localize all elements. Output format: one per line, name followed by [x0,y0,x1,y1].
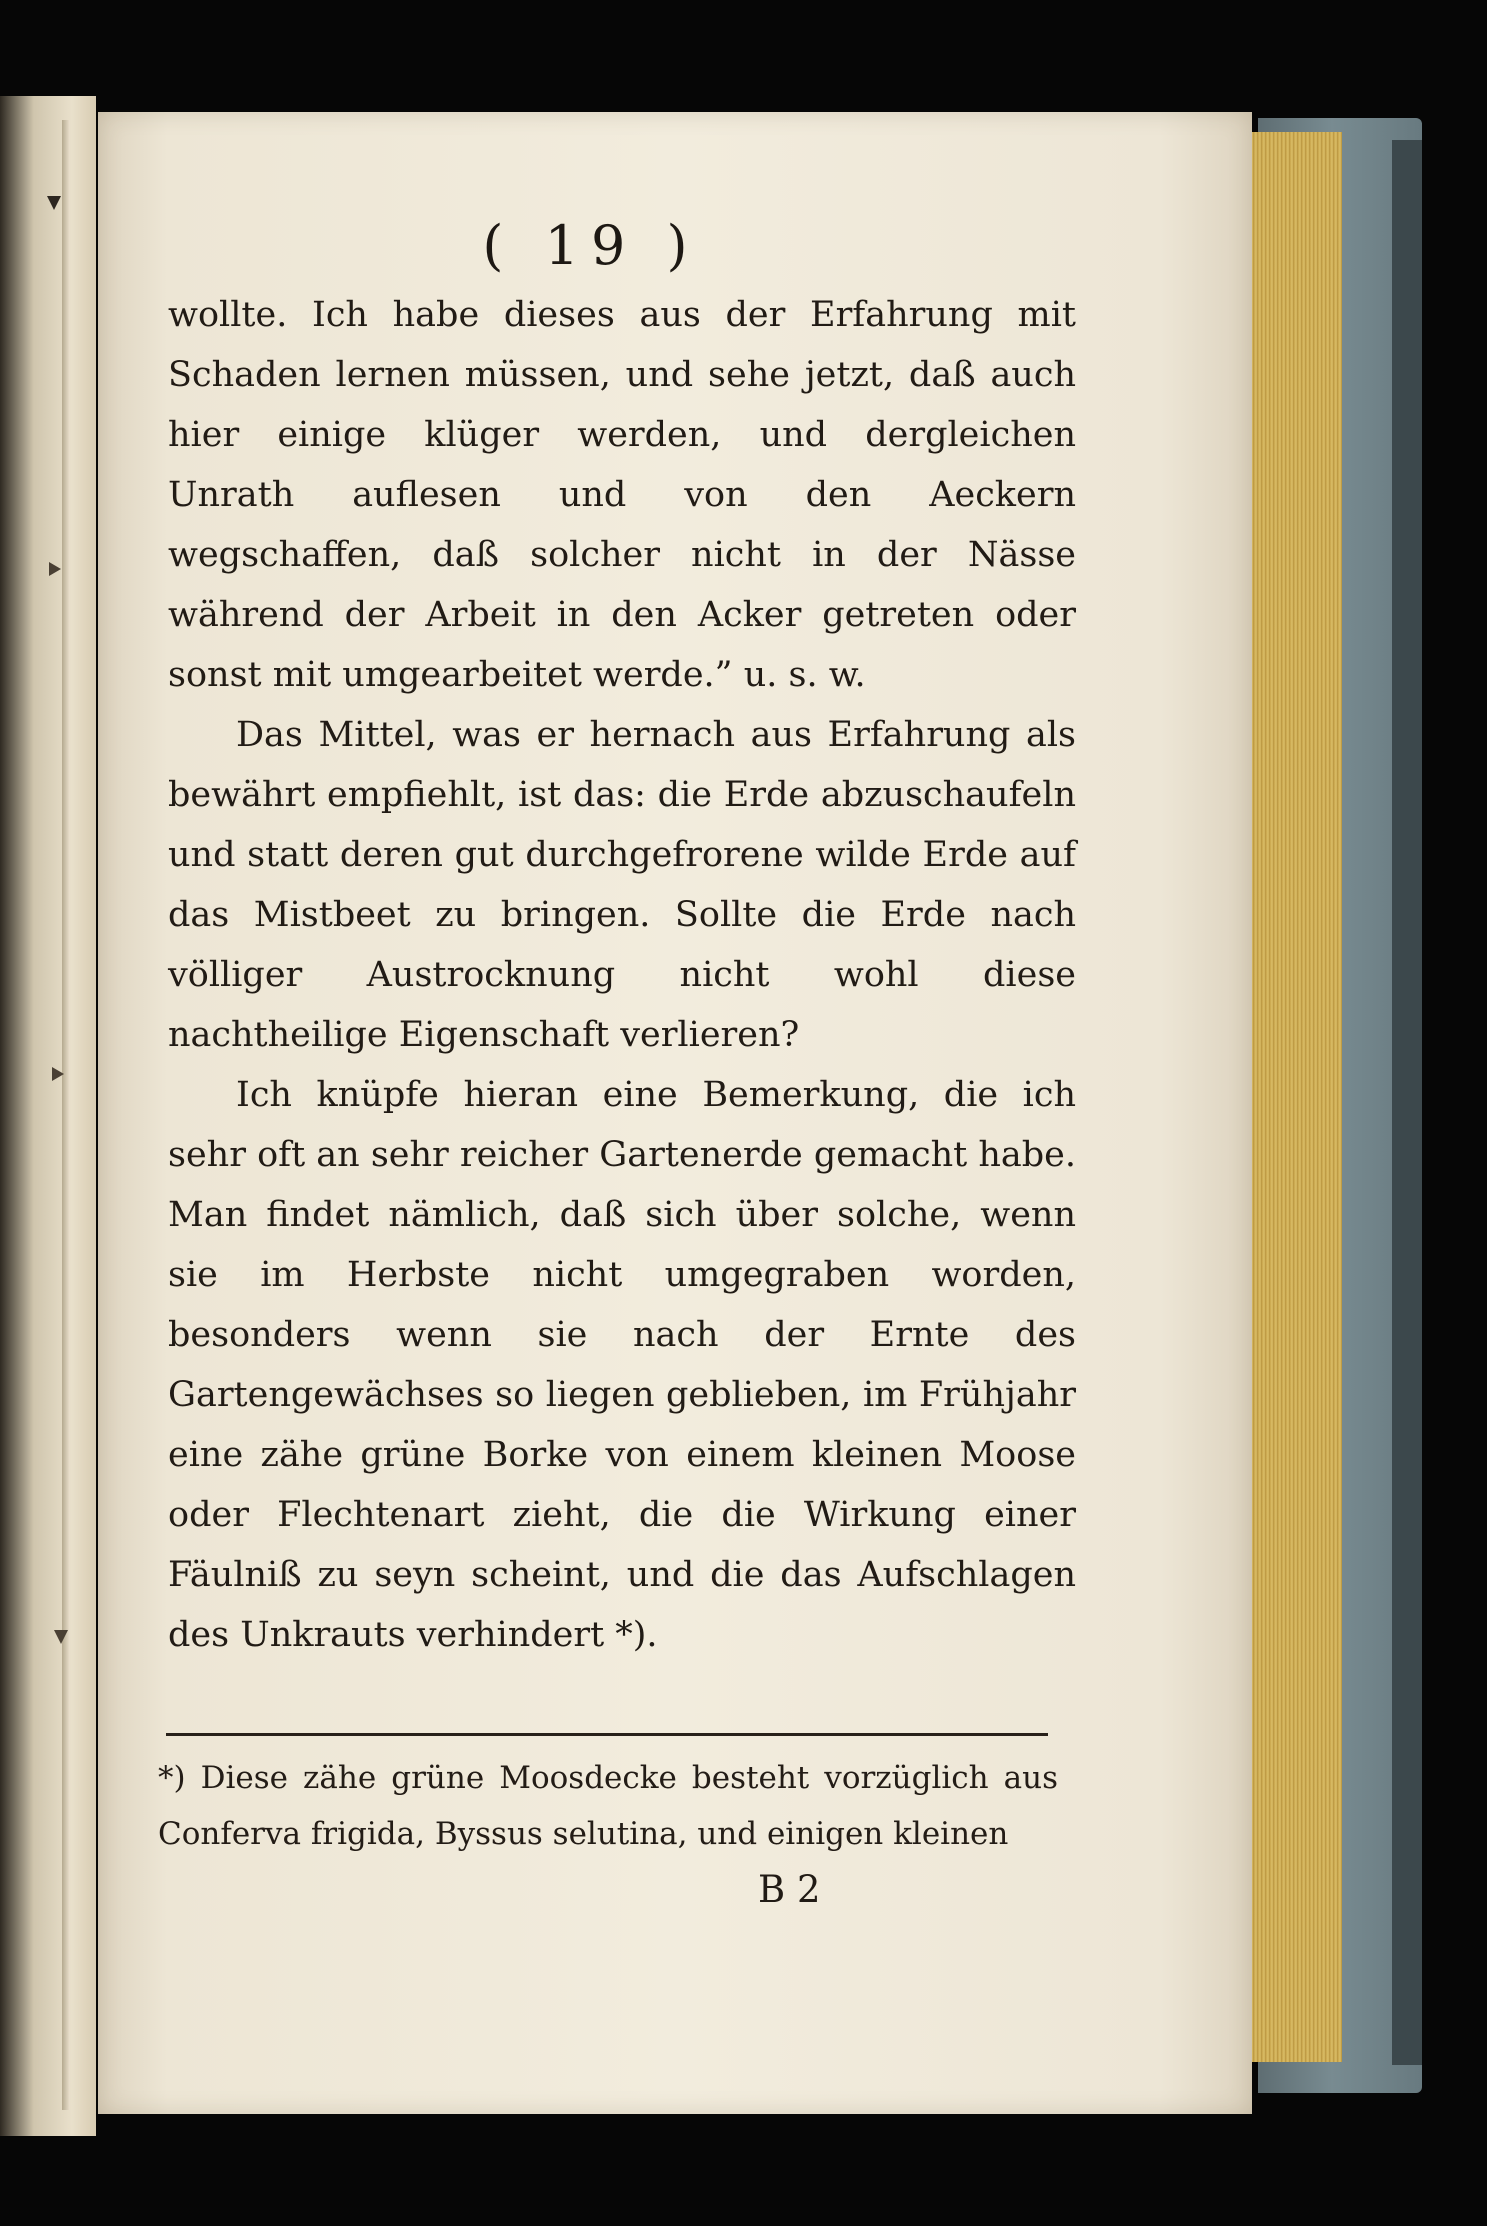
margin-mark-icon [49,562,61,576]
main-text [168,285,1076,1665]
gilded-page-edges [1248,132,1342,2062]
paragraph-2: Das Mittel, was er hernach aus Erfahrung als bewährt empfiehlt, ist das: die Erde abzuschaufeln und statt deren gut durchgefrorene wilde Erde auf das Mistbeet zu bringen. Sollte die Erde nach völliger Austrocknung nicht wohl diese nachtheilige Eigenschaft verlieren? [168,715,1076,1055]
left-page-stack [62,120,70,2110]
paragraph-1: wollte. Ich habe dieses aus der Erfahrung mit Schaden lernen müssen, und sehe jetzt, daß auch hier einige klüger werden, und dergleichen Unrath auflesen und von den Aeckern wegschaffen, daß solcher nicht in der Nässe während der Arbeit in den Acker getreten oder sonst mit umgearbeitet werde.” u. s. w. [168,295,1076,695]
book-cover-shadow [1392,140,1422,2065]
footnote: *) Diese zähe grüne Moosdecke besteht vorzüglich aus Conferva frigida, Byssus selutina, und einigen kleinen [158,1760,1058,1852]
previous-page-edge [0,96,96,2136]
paragraph-3: Ich knüpfe hieran eine Bemerkung, die ich sehr oft an sehr reicher Gartenerde gemacht habe. Man findet nämlich, daß sich über solche, wenn sie im Herbste nicht umgegraben worden, besonders wenn sie nach der Ernte des Gartengewächses so liegen geblieben, im Frühjahr eine zähe grüne Borke von einem kleinen Moose oder Flechtenart zieht, die die Wirkung einer Fäulniß zu seyn scheint, und die das Aufschlagen des Unkrauts verhindert *). [168,1075,1076,1655]
signature-mark: B 2 [758,1868,821,1911]
margin-mark-icon [54,1630,68,1644]
page-number-header: ( 19 ) [482,214,700,277]
margin-mark-icon [52,1067,64,1081]
footnote-divider [166,1733,1048,1736]
margin-mark-icon [47,196,61,210]
